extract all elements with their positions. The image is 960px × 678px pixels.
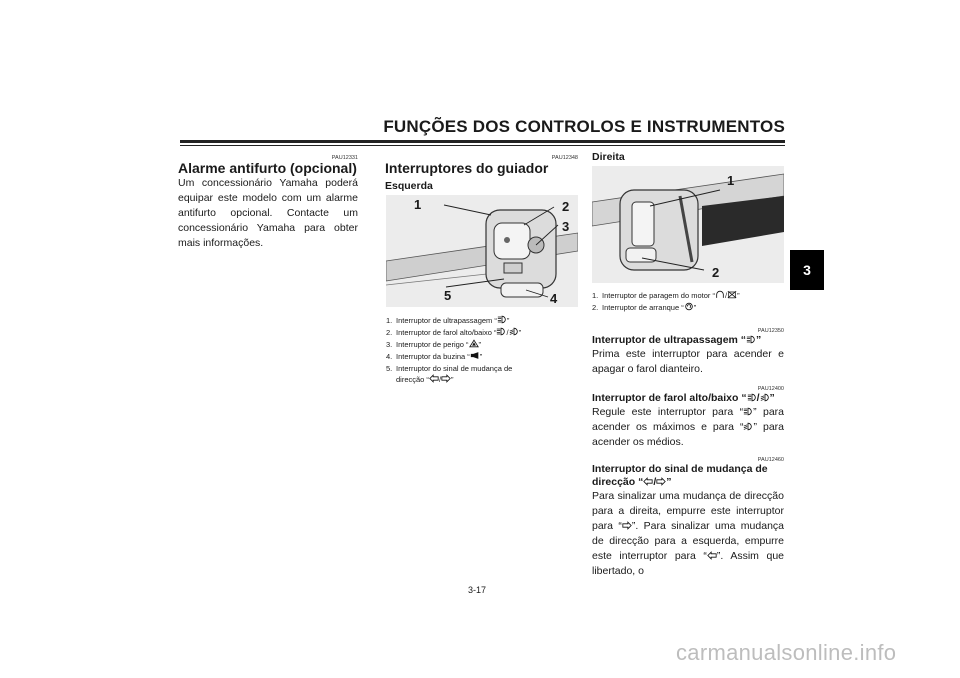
turn-signal-heading: Interruptor do sinal de mudança de direcção “ / ” bbox=[592, 463, 768, 488]
alarm-heading: Alarme antifurto (opcional) bbox=[178, 160, 357, 176]
high-beam-icon bbox=[743, 407, 753, 416]
turn-signal-body: Para sinalizar uma mudança de direcção para a direita, empurre este interruptor para “ ”. Para sinalizar uma mudança de direcção para a esquerda, empurre este interruptor para “ ”. Assim que libertado, o bbox=[592, 490, 784, 577]
turn-right-icon bbox=[656, 477, 666, 486]
callout-2: 2 bbox=[562, 199, 570, 214]
turn-left-icon bbox=[707, 551, 717, 560]
section-code: PAU12331 bbox=[331, 155, 358, 161]
title-rule-thin bbox=[180, 145, 785, 146]
dimmer-switch-body: Regule este interruptor para “ ” para acender os máximos e para “ ” para acender os médios. bbox=[592, 406, 785, 448]
low-beam-icon bbox=[509, 327, 519, 336]
caption-4: 4. Interruptor da buzina “ ” bbox=[386, 352, 483, 361]
caption-1: 1. Interruptor de ultrapassagem “ ” bbox=[386, 316, 510, 325]
hazard-icon bbox=[469, 339, 479, 348]
high-beam-icon bbox=[746, 335, 756, 344]
pass-switch-heading: Interruptor de ultrapassagem “ ” bbox=[592, 334, 762, 346]
horn-icon bbox=[470, 351, 480, 360]
low-beam-icon bbox=[760, 393, 770, 402]
callout-4: 4 bbox=[550, 291, 558, 306]
dimmer-switch-heading: Interruptor de farol alto/baixo “ / ” bbox=[592, 392, 775, 404]
high-beam-icon bbox=[747, 393, 757, 402]
turn-left-icon bbox=[643, 477, 653, 486]
callout-3: 3 bbox=[562, 219, 570, 234]
caption-2: 2. Interruptor de farol alto/baixo “ / ” bbox=[386, 328, 522, 337]
turn-left-icon bbox=[429, 374, 439, 383]
callout-1: 1 bbox=[727, 173, 735, 188]
engine-run-icon bbox=[715, 290, 725, 299]
turn-right-icon bbox=[441, 374, 451, 383]
watermark: carmanualsonline.info bbox=[676, 640, 897, 665]
page-title: FUNÇÕES DOS CONTROLOS E INSTRUMENTOS bbox=[383, 117, 785, 136]
caption-2: 2. Interruptor de arranque “ ” bbox=[592, 303, 697, 312]
section-code: PAU12460 bbox=[757, 457, 784, 463]
caption-1: 1. Interruptor de paragem do motor “ / ” bbox=[592, 291, 740, 300]
section-code: PAU12350 bbox=[757, 328, 784, 334]
caption-3: 3. Interruptor de perigo “ ” bbox=[386, 340, 482, 349]
turn-right-icon bbox=[622, 521, 632, 530]
low-beam-icon bbox=[743, 422, 753, 431]
title-rule bbox=[180, 140, 785, 143]
caption-5: 5. Interruptor do sinal de mudança de bbox=[386, 364, 513, 373]
high-beam-icon bbox=[496, 327, 506, 336]
alarm-body: Um concessionário Yamaha poderá equipar este modelo com um alarme antifurto opcional. Contacte um concessionário Yamaha para obter mais informações. bbox=[178, 177, 358, 249]
callout-5: 5 bbox=[444, 288, 452, 303]
pass-switch-body: Prima este interruptor para acender e apagar o farol dianteiro. bbox=[592, 348, 784, 375]
callout-1: 1 bbox=[414, 197, 422, 212]
right-switch-photo bbox=[592, 166, 784, 283]
chapter-tab: 3 bbox=[790, 250, 824, 290]
right-subheading: Direita bbox=[592, 151, 625, 163]
high-beam-icon bbox=[497, 315, 507, 324]
left-subheading: Esquerda bbox=[385, 180, 433, 192]
page-number: 3-17 bbox=[468, 585, 487, 595]
start-icon bbox=[684, 302, 694, 311]
callout-2: 2 bbox=[712, 265, 720, 280]
handlebar-switches-heading: Interruptores do guiador bbox=[385, 160, 549, 176]
section-code: PAU12348 bbox=[551, 155, 578, 161]
engine-off-icon bbox=[727, 290, 737, 299]
caption-5-line2: direcção “ / ” bbox=[396, 375, 454, 384]
section-code: PAU12400 bbox=[757, 386, 784, 392]
